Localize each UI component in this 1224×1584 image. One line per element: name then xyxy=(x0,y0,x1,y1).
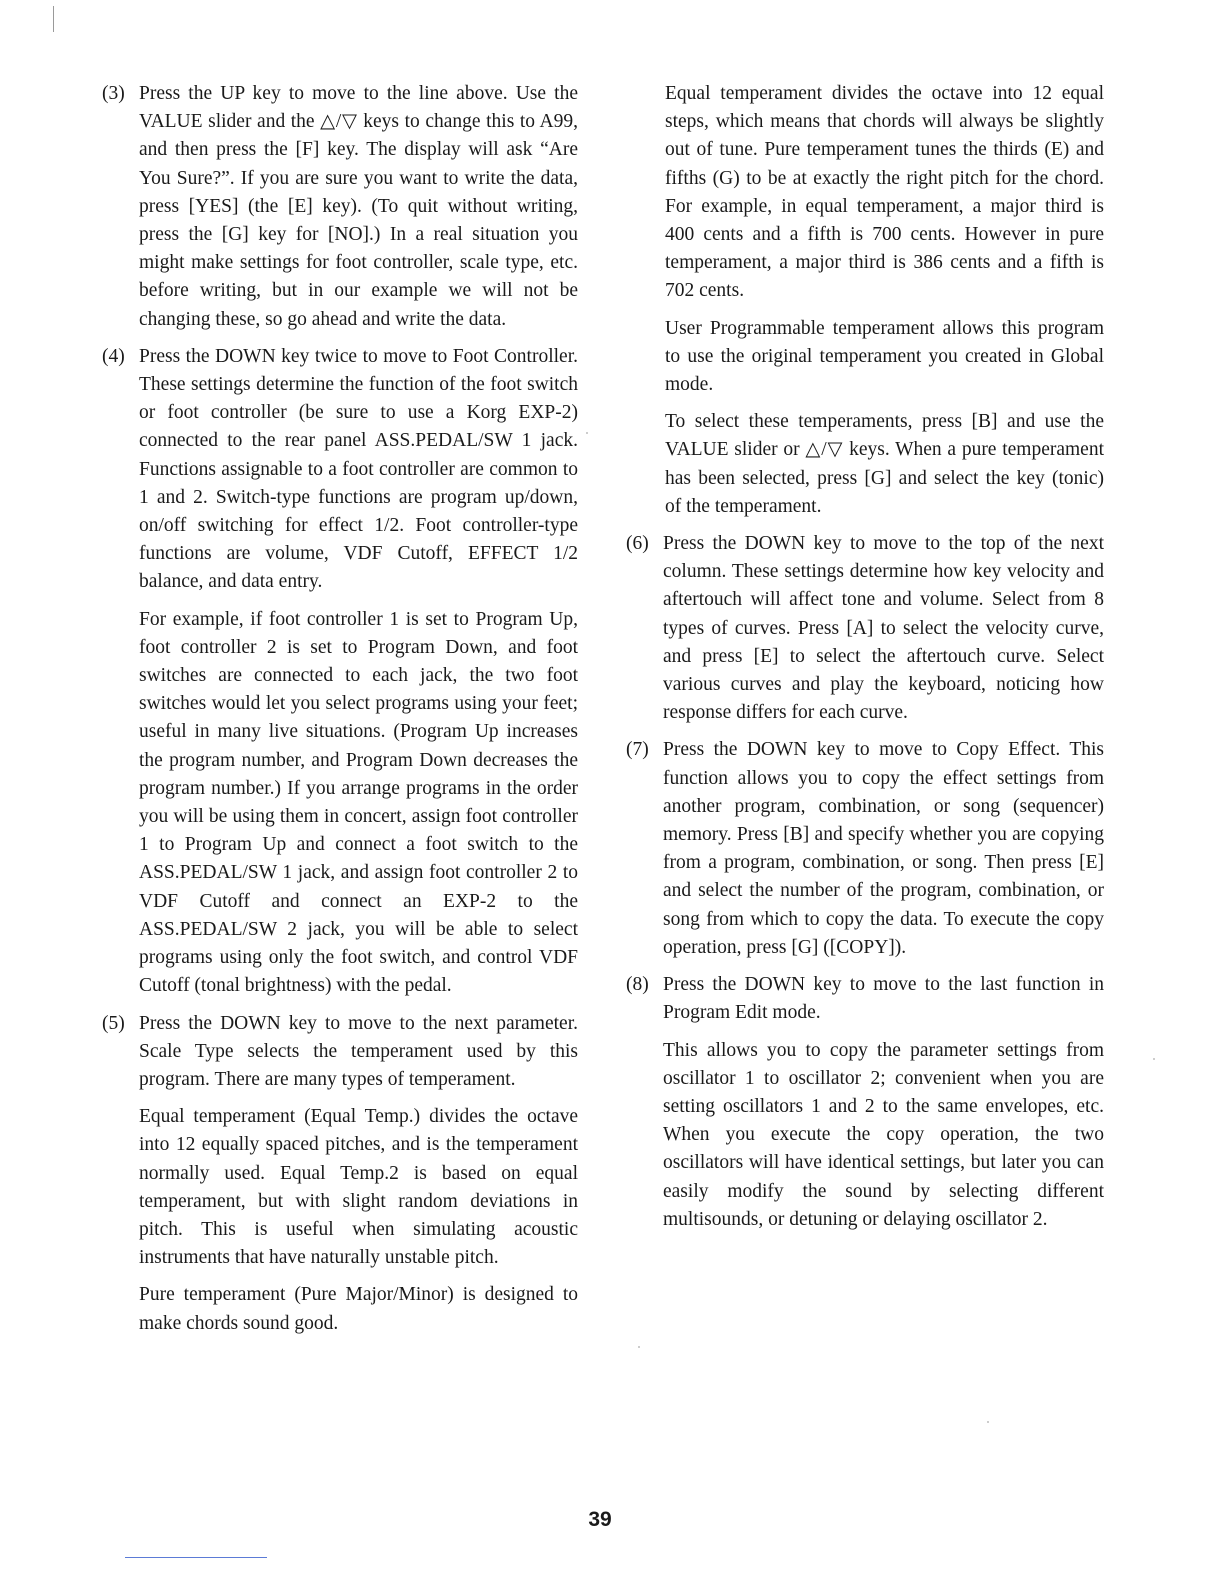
step-8 xyxy=(626,971,1104,1234)
step-number: (7) xyxy=(626,739,649,761)
scan-speck xyxy=(1153,1058,1155,1060)
step-text: Press the DOWN key to move to Copy Effect. This function allows you to copy the effect settings from another program, combination, or song (sequencer) memory. Press [B] and specify whether you are copying from a program, combination, or song. Then press [E] and select the number of the program, combination, or song from which to copy the data. To execute the copy operation, press [G] ([COPY]). xyxy=(663,739,1104,958)
step-number: (8) xyxy=(626,974,649,996)
step-paragraph: Equal temperament (Equal Temp.) divides the octave into 12 equally spaced pitches, and is the temperament normally used. Equal Temp.2 is based on equal temperament, but with slight random deviations in pitch. This is useful when simulating acoustic instruments that have naturally unstable pitch. xyxy=(139,1106,578,1269)
step-text: Press the DOWN key to move to the last function in Program Edit mode. xyxy=(663,974,1104,1024)
page-number: 39 xyxy=(588,1508,612,1531)
step-4 xyxy=(102,343,578,1001)
right-column xyxy=(626,80,1104,1243)
continued-paragraph: User Programmable temperament allows this program to use the original temperament you created in Global mode. xyxy=(665,317,1104,396)
step-3 xyxy=(102,80,578,334)
step-number: (4) xyxy=(102,345,125,367)
step-number: (5) xyxy=(102,1012,125,1034)
step-paragraph: Pure temperament (Pure Major/Minor) is designed to make chords sound good. xyxy=(139,1284,578,1334)
step-text: Press the DOWN key twice to move to Foot Controller. These settings determine the function of the foot switch or foot controller (be sure to use a Korg EXP-2) connected to the rear panel ASS.PEDAL/SW 1 jack. Functions assignable to a foot controller are common to 1 and 2. Switch-type functions are program up/down, on/off switching for effect 1/2. Foot controller-type functions are volume, VDF Cutoff, EFFECT 1/2 balance, and data entry. xyxy=(139,345,578,593)
left-column xyxy=(102,80,578,1347)
step-paragraph: For example, if foot controller 1 is set to Program Up, foot controller 2 is set to Program Down, and foot switches are connected to each jack, the two foot switches would let you select programs using your feet; useful in many live situations. (Program Up increases the program number, and Program Down decreases the program number.) If you arrange programs in the order you will be using them in concert, assign foot controller 1 to Program Up and connect a foot switch to the ASS.PEDAL/SW 1 jack, and assign foot controller 2 to VDF Cutoff and connect an EXP-2 to the ASS.PEDAL/SW 2 jack, you will be able to select programs using only the foot switch, and control VDF Cutoff (tonal brightness) with the pedal. xyxy=(139,608,578,997)
step-number: (6) xyxy=(626,533,649,555)
step-text: Press the DOWN key to move to the next parameter. Scale Type selects the temperament used by this program. There are many types of temperament. xyxy=(139,1012,578,1090)
step-text: Press the UP key to move to the line above. Use the VALUE slider and the △/▽ keys to change this to A99, and then press the [F] key. The display will ask “Are You Sure?”. If you are sure you want to write the data, press [YES] (the [E] key). (To quit without writing, press the [G] key for [NO].) In a real situation you might make settings for foot controller, scale type, etc. before writing, but in our example we will not be changing these, so go ahead and write the data. xyxy=(139,83,578,330)
step-5 xyxy=(102,1010,578,1338)
step-7 xyxy=(626,736,1104,962)
step-6 xyxy=(626,530,1104,727)
step-paragraph: This allows you to copy the parameter settings from oscillator 1 to oscillator 2; convenient when you are setting oscillators 1 and 2 to the same envelopes, etc. When you execute the copy operation, the two oscillators will have identical settings, but later you can easily modify the sound by selecting different multisounds, or detuning or delaying oscillator 2. xyxy=(663,1039,1104,1230)
scan-speck xyxy=(987,1421,989,1423)
continued-paragraph: To select these temperaments, press [B] and use the VALUE slider or △/▽ keys. When a pure temperament has been selected, press [G] and select the key (tonic) of the temperament. xyxy=(665,411,1104,517)
scan-speck xyxy=(586,432,588,434)
scan-speck xyxy=(638,1346,640,1348)
scan-margin-mark xyxy=(53,6,54,32)
continued-paragraph: Equal temperament divides the octave into 12 equal steps, which means that chords will always be slightly out of tune. Pure temperament tunes the thirds (E) and fifths (G) to be at exactly the right pitch for the chord. For example, in equal temperament, a major third is 400 cents and a fifth is 700 cents. However in pure temperament, a major third is 386 cents and a fifth is 702 cents. xyxy=(665,83,1104,302)
step-text: Press the DOWN key to move to the top of the next column. These settings determine how key velocity and aftertouch will affect tone and volume. Select from 8 types of curves. Press [A] to select the velocity curve, and press [E] to select the aftertouch curve. Select various curves and play the keyboard, noticing how response differs for each curve. xyxy=(663,533,1104,724)
footnote-rule xyxy=(125,1557,267,1558)
step-number: (3) xyxy=(102,83,125,104)
